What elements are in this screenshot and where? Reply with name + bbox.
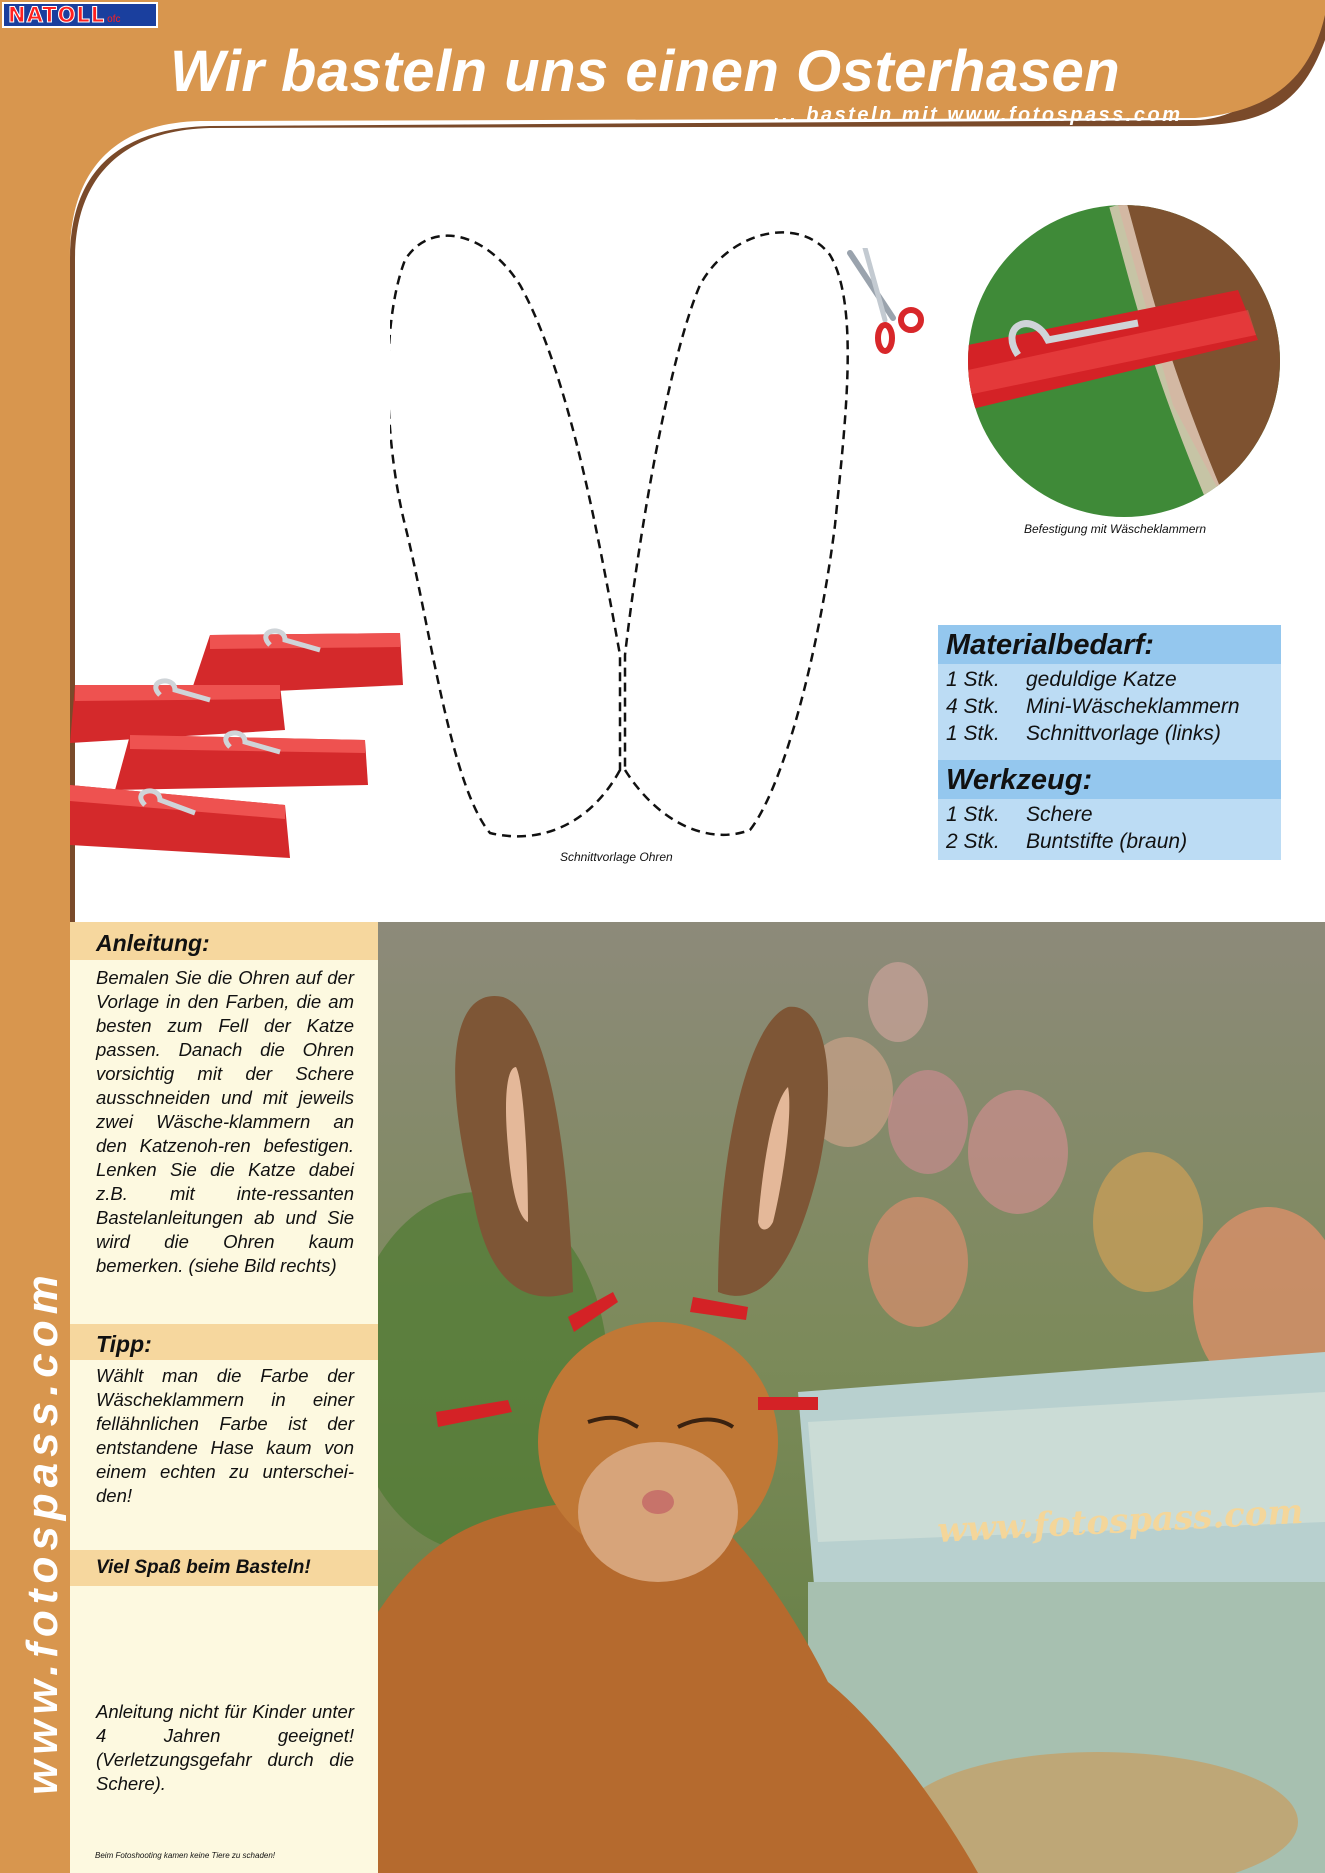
ear-template [390, 225, 870, 845]
page-title: Wir basteln uns einen Osterhasen [170, 39, 1121, 104]
material-name: Schnittvorlage (links) [1026, 722, 1221, 745]
instruction-panel [70, 922, 378, 1873]
material-qty: 1 Stk. [946, 722, 1000, 745]
tool-name: Schere [1026, 803, 1093, 826]
photo-watermark: www.fotospass.com [936, 1491, 1305, 1551]
material-item [946, 695, 1240, 719]
tool-name: Buntstifte (braun) [1026, 830, 1188, 853]
material-qty: 4 Stk. [946, 695, 1000, 718]
natoll-logo[interactable] [2, 2, 158, 28]
clothespin-icon [758, 1397, 818, 1410]
fun-heading: Viel Spaß beim Basteln! [70, 1550, 378, 1586]
logo-suffix: ofc [107, 13, 121, 25]
material-item [946, 722, 1221, 746]
cat-bunny-photo [378, 922, 1325, 1873]
logo-text: NATOLL [8, 3, 106, 27]
footer-disclaimer: Beim Fotoshooting kamen keine Tiere zu schaden! [95, 1851, 276, 1860]
tool-item [946, 803, 1093, 827]
tools-heading: Werkzeug: [938, 760, 1281, 799]
clothespins-image [70, 625, 410, 860]
material-qty: 1 Stk. [946, 668, 1000, 691]
clothespin-closeup-photo [968, 205, 1280, 517]
sidebar-url: www.fotospass.com [18, 1269, 67, 1795]
right-ear-outline [625, 232, 848, 834]
materials-heading: Materialbedarf: [938, 625, 1281, 664]
tool-qty: 1 Stk. [946, 803, 1000, 826]
material-box [938, 625, 1281, 860]
cat-photo-illustration [378, 922, 1325, 1873]
tool-item [946, 830, 1187, 854]
clothespin-icon [70, 681, 285, 743]
material-name: geduldige Katze [1026, 668, 1177, 691]
instructions-text: Bemalen Sie die Ohren auf der Vorlage in den Farben, die am besten zum Fell der Katze passen. Danach die Ohren vorsichtig mit der Schere ausschneiden und mit jeweils zwei Wäsche-klammern an den Katzenoh-ren befestigen. Lenken Sie die Katze dabei z.B. mit inte-ressanten Bastelanleitungen ab und Sie wird die Ohren kaum bemerken. (siehe Bild rechts) [96, 967, 354, 1276]
tip-heading: Tipp: [70, 1324, 378, 1360]
clothespin-icon [70, 785, 290, 858]
template-caption: Schnittvorlage Ohren [560, 850, 673, 864]
instructions-heading: Anleitung: [70, 922, 378, 960]
warning-text: Anleitung nicht für Kinder unter 4 Jahren geeignet! (Verletzungsgefahr durch die Schere). [96, 1701, 354, 1794]
clothespin-icon [115, 733, 368, 790]
tip-text: Wählt man die Farbe der Wäscheklammern in einer fellähnlichen Farbe ist der entstandene Hase kaum von einem echten zu unterschei-den! [96, 1365, 354, 1506]
tool-qty: 2 Stk. [946, 830, 1000, 853]
page-subtitle: ... basteln mit www.fotospass.com [774, 104, 1183, 126]
material-item [946, 668, 1177, 692]
material-name: Mini-Wäscheklammern [1026, 695, 1240, 718]
left-ear-outline [390, 236, 620, 837]
clothespin-caption: Befestigung mit Wäscheklammern [1024, 522, 1207, 536]
scissors-icon [845, 248, 925, 358]
